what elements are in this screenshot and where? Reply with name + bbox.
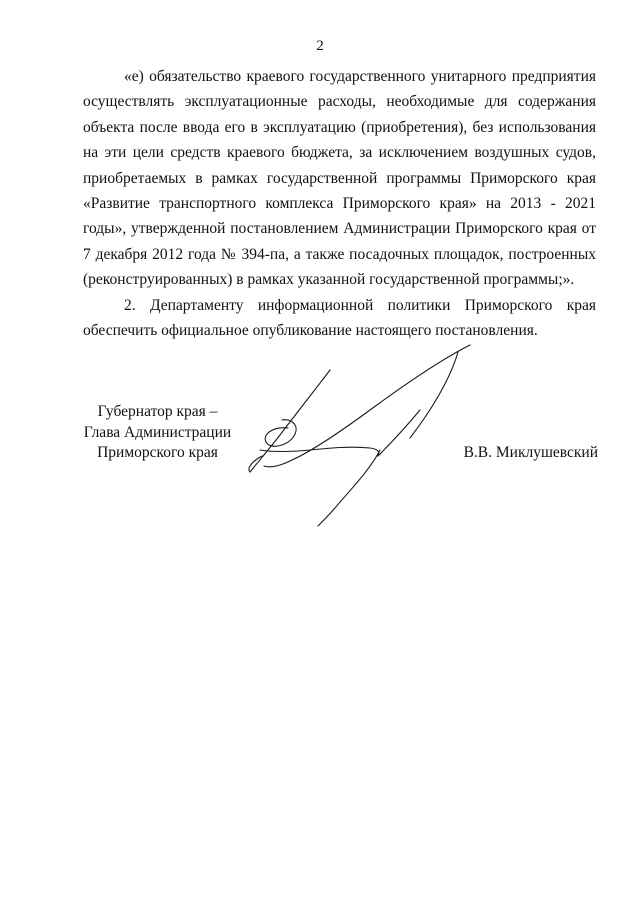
signatory-name: В.В. Миклушевский: [463, 444, 598, 461]
signatory-title-line: Приморского края: [97, 444, 218, 461]
handwritten-signature: [240, 340, 480, 530]
paragraph-amendment-e: «е) обязательство краевого государственного унитарного предприятия осуществлять эксплуатационные расходы, необходимые для содержания объекта после ввода его в эксплуатацию (приобретения), без использования на эти цели средств краевого бюджета, за исключением воздушных судов, приобретаемых в рамках государственной программы Приморского края «Развитие транспортного комплекса Приморского края» на 2013 - 2021 годы», утвержденной постановлением Администрации Приморского края от 7 декабря 2012 года № 394-па, а также посадочных площадок, построенных (реконструированных) в рамках указанной государственной программы;».: [83, 68, 596, 289]
paragraph-publication-order: 2. Департаменту информационной политики Приморского края обеспечить официальное опубликование настоящего постановления.: [83, 296, 596, 340]
document-body: [83, 64, 596, 343]
signatory-title: [80, 402, 235, 464]
signatory-title-line: Глава Администрации: [83, 423, 232, 441]
page-number: 2: [316, 38, 324, 54]
signatory-title-line: Губернатор края –: [97, 403, 218, 420]
